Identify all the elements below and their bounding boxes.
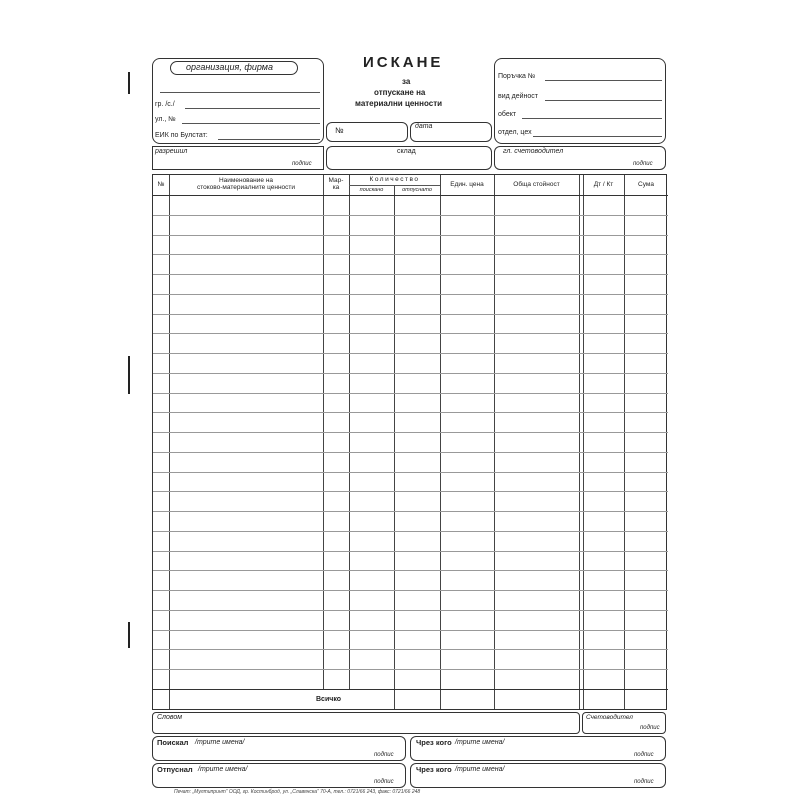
object-label: обект xyxy=(498,111,517,118)
dept-label: отдел, цех xyxy=(498,129,532,136)
total-row-line xyxy=(153,689,668,690)
table-row[interactable] xyxy=(153,432,668,433)
table-row[interactable] xyxy=(153,353,668,354)
form-title: ИСКАНЕ xyxy=(363,54,444,71)
table-row[interactable] xyxy=(153,412,668,413)
accountant-label: гл. счетоводител xyxy=(503,148,564,155)
table-row[interactable] xyxy=(153,393,668,394)
table-row[interactable] xyxy=(153,649,668,650)
form-subtitle-2: отпускане на xyxy=(374,88,426,97)
header-brand-1: Мар- xyxy=(328,177,344,184)
through-whom-label-2: Чрез кого xyxy=(416,765,452,774)
city-field[interactable] xyxy=(185,108,320,109)
requested-by-hint: /трите имена/ xyxy=(195,739,245,746)
form-subtitle-3: материални ценности xyxy=(355,99,443,108)
warehouse-label: склад xyxy=(397,148,416,155)
city-label: гр. /с./ xyxy=(155,101,175,108)
table-row[interactable] xyxy=(153,511,668,512)
eik-label: ЕИК по Булстат: xyxy=(155,132,208,139)
table-row[interactable] xyxy=(153,551,668,552)
table-row[interactable] xyxy=(153,215,668,216)
through-whom-sign-2: подпис xyxy=(634,779,654,785)
table-row[interactable] xyxy=(153,491,668,492)
table-row[interactable] xyxy=(153,590,668,591)
org-line-1 xyxy=(160,92,320,93)
qty-subheader-line xyxy=(349,185,440,186)
accountant-sign: подпис xyxy=(633,161,653,167)
dept-field[interactable] xyxy=(533,136,662,137)
table-row[interactable] xyxy=(153,610,668,611)
header-name-1: Наименование на xyxy=(218,177,274,184)
table-row[interactable] xyxy=(153,333,668,334)
header-released: отпуснато xyxy=(402,187,432,193)
header-name-2: стоково-материалните ценности xyxy=(196,184,296,191)
header-requested: поискано xyxy=(359,187,384,193)
table-row[interactable] xyxy=(153,570,668,571)
through-whom-label-1: Чрез кого xyxy=(416,738,452,747)
table-row[interactable] xyxy=(153,294,668,295)
object-field[interactable] xyxy=(522,118,662,119)
header-bottom-line xyxy=(153,195,668,196)
items-table xyxy=(152,174,667,710)
requested-by-sign: подпис xyxy=(374,752,394,758)
org-label: организация, фирма xyxy=(186,62,273,72)
punch-mark-bottom xyxy=(128,622,130,648)
total-label: Всичко xyxy=(316,696,342,703)
header-no: № xyxy=(157,181,165,188)
permit-label: разрешил xyxy=(155,148,188,155)
street-field[interactable] xyxy=(182,123,320,124)
punch-mark-top xyxy=(128,72,130,94)
words-box[interactable] xyxy=(152,712,580,734)
header-unit-price: Един. цена xyxy=(450,181,484,188)
header-qty: Количество xyxy=(369,176,420,183)
table-row[interactable] xyxy=(153,314,668,315)
through-whom-sign-1: подпис xyxy=(634,752,654,758)
footer-accountant-label: Счетоводител xyxy=(586,714,633,721)
through-whom-hint-1: /трите имена/ xyxy=(455,739,505,746)
requested-by-label: Поискал xyxy=(157,738,189,747)
table-row[interactable] xyxy=(153,373,668,374)
released-by-hint: /трите имена/ xyxy=(198,766,248,773)
header-brand-2: ка xyxy=(332,184,340,191)
order-field[interactable] xyxy=(545,80,662,81)
table-row[interactable] xyxy=(153,235,668,236)
header-total: Обща стойност xyxy=(513,181,560,188)
table-row[interactable] xyxy=(153,669,668,670)
table-row[interactable] xyxy=(153,254,668,255)
activity-label: вид дейност xyxy=(498,93,539,100)
activity-field[interactable] xyxy=(545,100,662,101)
printer-note: Печат: „Мултипринт” ООД, гр. Костинброд, ул. „Славянска” 70-А, тел.: 0721/66 243, факс: 0721/66 248 xyxy=(174,789,421,795)
street-label: ул., № xyxy=(155,116,176,123)
through-whom-hint-2: /трите имена/ xyxy=(455,766,505,773)
released-by-sign: подпис xyxy=(374,779,394,785)
table-row[interactable] xyxy=(153,274,668,275)
form-subtitle-1: за xyxy=(402,77,411,86)
date-label: дата xyxy=(415,123,433,130)
released-by-label: Отпуснал xyxy=(157,765,193,774)
requested-by-box[interactable] xyxy=(152,736,406,761)
eik-field[interactable] xyxy=(218,139,320,140)
table-row[interactable] xyxy=(153,452,668,453)
table-row[interactable] xyxy=(153,472,668,473)
punch-mark-middle xyxy=(128,356,130,394)
table-row[interactable] xyxy=(153,531,668,532)
footer-accountant-sign: подпис xyxy=(640,725,660,731)
order-label: Поръчка № xyxy=(498,73,536,80)
header-sum: Сума xyxy=(638,181,654,188)
number-label: № xyxy=(335,126,344,135)
header-dt-kt: Дт / Кт xyxy=(593,181,614,188)
words-label: Словом xyxy=(157,714,183,721)
table-row[interactable] xyxy=(153,630,668,631)
permit-sign: подпис xyxy=(292,161,312,167)
